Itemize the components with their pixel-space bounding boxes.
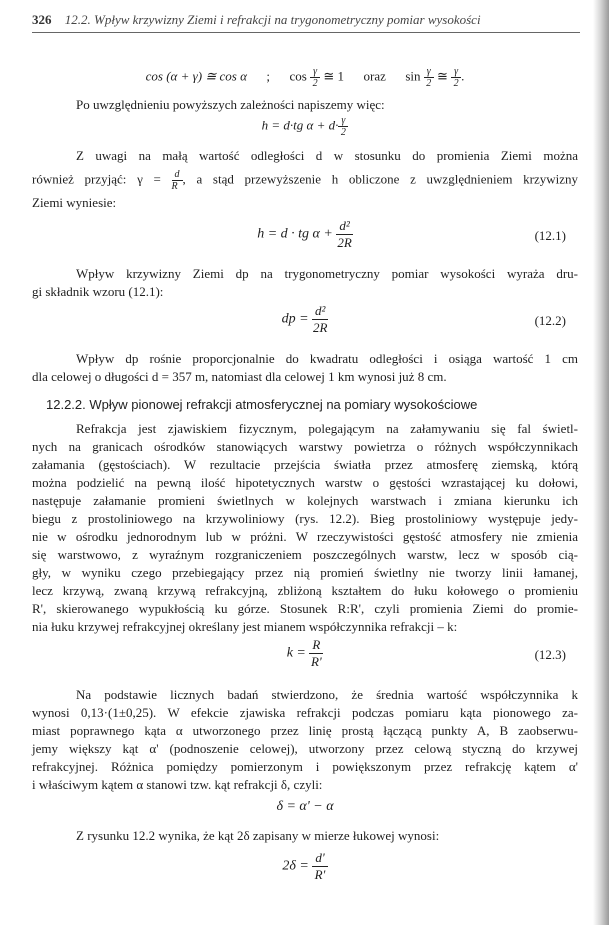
text-line: Na podstawie licznych badań stwierdzono, że średnia wartość współczynnika k xyxy=(76,687,578,702)
text-line: się warstwowo, z wyraźnym rozgraniczeniem poszczególnych warstw, lecz w sposób cią- xyxy=(32,547,578,562)
equation-12-2: dp = $\frac{\text{d²}}{2R}$ (12.2) xyxy=(281,303,566,335)
text-line: wynosi 0,13·(1±0,25). W efekcie zjawiska refrakcji podczas pomiaru kąta pionowego za- xyxy=(32,705,578,720)
equation-2-delta: 2δ = $\frac{d'}{R'}$ xyxy=(32,850,578,890)
paragraph-figure-reference: Z rysunku 12.2 wynika, że kąt 2δ zapisany w mierze łukowej wynosi: xyxy=(76,828,440,843)
paragraph-growth: Wpływ dp rośnie proporcjonalnie do kwadratu odległości i osiąga wartość 1 cm dla celowej o długości d = 357 m, natomiast dla celowej 1 km wynosi już 8 cm. xyxy=(32,351,578,384)
paragraph-after-approx: Po uwzględnieniu powyższych zależności napiszemy więc: xyxy=(76,97,385,112)
text-line: R', skierowanego wypukłością ku górze. Stosunek R:R', czyli promienia Ziemi do promie- xyxy=(32,601,578,616)
running-title: 12.2. Wpływ krzywizny Ziemi i refrakcji na trygonometryczny pomiar wysokości xyxy=(64,12,481,27)
text-line: Refrakcja jest zjawiskiem fizycznym, polegającym na załamywaniu się fal świetl- xyxy=(76,421,578,436)
fraction-gamma-half-3: $\frac{\gamma}{2}$ xyxy=(451,66,461,89)
text-line: biegu z prostoliniowego na krzywoliniowy (rys. 12.2). Bieg prostoliniowy występuje jedy- xyxy=(32,511,578,526)
text-line: nie w ośrodku jednorodnym lub w próżni. W rzeczywistości gęstość atmosfery nie zmienia xyxy=(32,529,578,544)
equation-12-1: h = d · tg α + $\frac{\text{d²}}{2R}$ (12.1) xyxy=(257,218,566,250)
approx-approx: ≅ xyxy=(436,68,448,84)
text-line: gły, w wyniku czego przebiegający przez nią promień świetlny nie tworzy linii łamanej, xyxy=(32,565,578,580)
text-line: miast poprawnego kąta α utworzonego przez linię prostą łączącą punkty A, B zaobserwu- xyxy=(32,723,578,738)
approx-equals-one: ≅ 1 xyxy=(323,68,344,84)
fraction-gamma-half-2: $\frac{\gamma}{2}$ xyxy=(424,66,434,89)
equation-refraction-angle: δ = α' − α xyxy=(276,799,334,814)
text-line: następuje załamanie promieni świetlnych w kolejnych warstwach i zmiana kierunku ich xyxy=(32,493,578,508)
approx-and: oraz xyxy=(363,68,386,84)
paragraph-small-distance: Z uwagi na małą wartość odległości d w stosunku do promienia Ziemi można również przyjąć: γ = $\frac{d}{R}$ , a stąd przewyższenie h obliczone z uwzględnieniem krzywizny Ziemi wyniesie: xyxy=(32,148,579,210)
equation-number-12-2: (12.2) xyxy=(534,313,566,328)
paragraph-refraction xyxy=(32,420,578,636)
paragraph-refraction-coefficient xyxy=(32,686,578,794)
text-line: nych na granicach ośrodków stanowiących warstwy powietrza o różnych współczynnikach xyxy=(32,439,578,454)
text-line: refrakcyjnej. Różnica pomiędzy pomierzonym i powiększonym przez refrakcję kątem α' xyxy=(32,759,578,774)
text-line: nia łuku krzywej refrakcyjnej określany jest mianem współczynnika refrakcji – k: xyxy=(32,619,458,634)
header-rule xyxy=(32,32,580,33)
running-header xyxy=(32,12,580,28)
book-spine-shadow xyxy=(593,0,609,925)
text-line: jemy większy kąt α' (podnoszenie celowej), utworzony przez celową styczną do krzywej xyxy=(32,741,578,756)
fraction-gamma-half-1: $\frac{\gamma}{2}$ xyxy=(310,66,320,89)
approximation-line: cos (α + γ) ≅ cos α ; cos $\frac{\gamma}{2}$ ≅ 1 oraz sin $\frac{\gamma}{2}$ ≅ $\frac{\gamma}{2}$ . xyxy=(145,66,465,89)
equation-h-simple: h = d·tg α + d· $\frac{\gamma}{2}$ xyxy=(32,115,578,138)
text-line: lecz krzywą, zwaną krzywą refrakcyjną, zbliżoną kształtem do łuku kołowego o promieniu xyxy=(32,583,578,598)
approx-cos: cos xyxy=(289,68,307,84)
equation-12-3: k = $\frac{R}{R'}$ (12.3) xyxy=(286,637,566,669)
text-line: można podzielić na pewną ilość hipotetycznych warstw o gęstości wzrastającej ku dołowi, xyxy=(32,475,578,490)
section-heading-12-2-2: 12.2.2. Wpływ pionowej refrakcji atmosferycznej na pomiary wysokościowe xyxy=(46,397,478,412)
approx-separator: ; xyxy=(266,68,271,84)
approx-sin: sin xyxy=(405,68,421,84)
text-line: załamania (gęstościach). W rezultacie przejścia światła przez atmosferę ziemską, którą xyxy=(32,457,578,472)
equation-number-12-3: (12.3) xyxy=(534,647,566,662)
paragraph-dp: Wpływ krzywizny Ziemi dp na trygonometryczny pomiar wysokości wyraża dru- gi składnik wzoru (12.1): xyxy=(32,266,578,299)
equation-number-12-1: (12.1) xyxy=(534,228,566,243)
page-number: 326 xyxy=(32,12,52,27)
text-line: i właściwym kątem α stanowi tzw. kąt refrakcji δ, czyli: xyxy=(32,777,323,792)
approx-cos-sum: cos (α + γ) ≅ cos α xyxy=(145,68,247,84)
